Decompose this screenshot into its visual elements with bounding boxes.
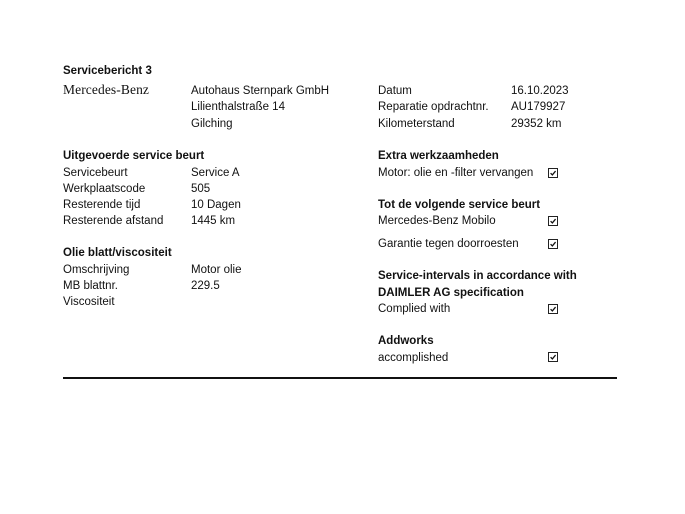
page-title: Servicebericht 3 <box>63 65 152 77</box>
dealer-city: Gilching <box>191 118 233 130</box>
next-item-checkbox[interactable] <box>548 239 558 249</box>
mercedes-benz-logo: Mercedes-Benz <box>63 82 150 97</box>
mileage-label: Kilometerstand <box>378 118 455 130</box>
next-service-heading: Tot de volgende service beurt <box>378 199 541 211</box>
service-row-value: 1445 km <box>191 215 236 227</box>
intervals-item-checkbox[interactable] <box>548 304 558 314</box>
next-item-label: Garantie tegen doorroesten <box>378 238 519 250</box>
date-label: Datum <box>378 85 412 97</box>
oil-heading: Olie blatt/viscositeit <box>63 247 172 259</box>
addworks-item-checkbox[interactable] <box>548 352 558 362</box>
checkmark-icon <box>549 217 557 225</box>
checkmark-icon <box>549 305 557 313</box>
service-heading: Uitgevoerde service beurt <box>63 150 205 162</box>
bottom-rule <box>63 377 617 379</box>
oil-row-label: Viscositeit <box>63 296 115 308</box>
service-row-label: Resterende afstand <box>63 215 164 227</box>
oil-row-value: Motor olie <box>191 264 242 276</box>
addworks-heading: Addworks <box>378 335 434 347</box>
extra-item-checkbox[interactable] <box>548 168 558 178</box>
next-item-label: Mercedes-Benz Mobilo <box>378 215 496 227</box>
extra-item-label: Motor: olie en -filter vervangen <box>378 167 534 179</box>
service-row-label: Werkplaatscode <box>63 183 146 195</box>
mileage-value: 29352 km <box>511 118 562 130</box>
oil-row-label: Omschrijving <box>63 264 130 276</box>
service-row-value: 505 <box>191 183 211 195</box>
extra-heading: Extra werkzaamheden <box>378 150 499 162</box>
order-number-label: Reparatie opdrachtnr. <box>378 101 489 113</box>
service-row-label: Servicebeurt <box>63 167 128 179</box>
checkmark-icon <box>549 169 557 177</box>
addworks-item-label: accomplished <box>378 352 449 364</box>
order-number-value: AU179927 <box>511 101 566 113</box>
service-row-value: 10 Dagen <box>191 199 241 211</box>
service-row-label: Resterende tijd <box>63 199 141 211</box>
dealer-street: Lilienthalstraße 14 <box>191 101 285 113</box>
date-value: 16.10.2023 <box>511 85 569 97</box>
dealer-name: Autohaus Sternpark GmbH <box>191 85 330 97</box>
intervals-heading-line1: Service-intervals in accordance with <box>378 270 577 282</box>
next-item-checkbox[interactable] <box>548 216 558 226</box>
oil-row-label: MB blattnr. <box>63 280 118 292</box>
intervals-heading-line2: DAIMLER AG specification <box>378 287 524 299</box>
checkmark-icon <box>549 353 557 361</box>
intervals-item-label: Complied with <box>378 303 451 315</box>
checkmark-icon <box>549 240 557 248</box>
oil-row-value: 229.5 <box>191 280 220 292</box>
service-row-value: Service A <box>191 167 240 179</box>
